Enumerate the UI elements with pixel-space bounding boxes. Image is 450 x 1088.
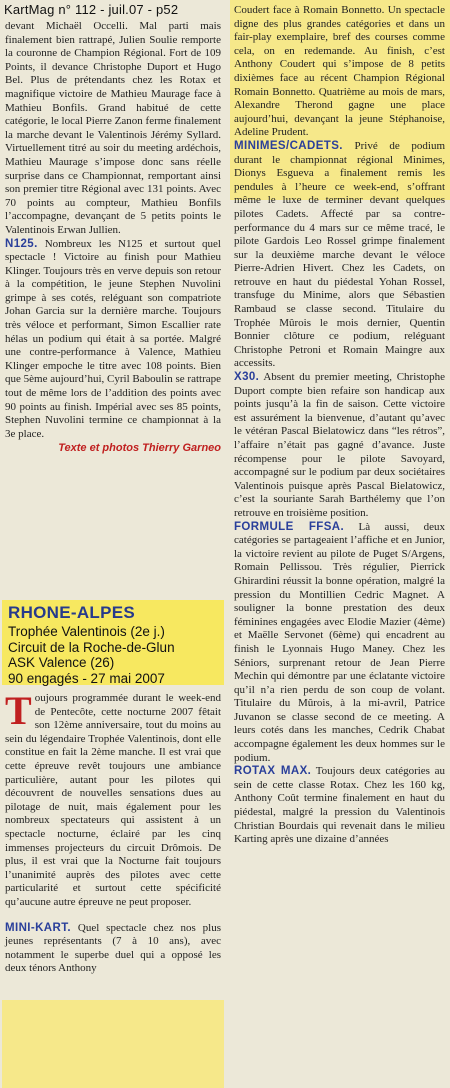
section-keyword-n125: N125. bbox=[5, 237, 38, 250]
paragraph-minimes bbox=[234, 140, 445, 371]
event-circuit: Circuit de la Roche-de-Glun bbox=[8, 639, 175, 655]
highlight-block-bottom-left bbox=[2, 1000, 224, 1088]
paragraph-text: Privé de podium durant le championnat régional Minimes, Dionys Esgueva a finalement remis les pendules à l’heure ce week-end, s’offrant même le luxe de terminer devant quelques pilotes Cadets. Affecté par sa contre-performance du 4 mars sur ce même tracé, le pilote Gardois Leo Rossel grimpe finalement sur la deuxième marche devant le véloce Pierre-Adrien Hivert. Chez les Cadets, on retrouve en haut du piédestal Yohan Rossel, transfuge du Minime, alors que Sébastien Rambaud se classe second. Titulaire du Trophée Mûrois le mois dernier, Quentin Bonnier clôture ce podium, reléguant Christophe Petroni et Romain Maingre aux accessits. bbox=[234, 139, 445, 370]
event-entries-date: 90 engagés - 27 mai 2007 bbox=[8, 670, 165, 686]
paragraph-x30 bbox=[234, 371, 445, 521]
photo-credit: Texte et photos Thierry Garneo bbox=[58, 442, 221, 455]
event-region-title: RHONE-ALPES bbox=[8, 603, 136, 622]
paragraph-formule bbox=[234, 521, 445, 766]
left-column-top bbox=[5, 20, 221, 456]
paragraph-text: Toujours deux catégories au sein de cette classe Rotax. Chez les 160 kg, Anthony Coût termine finalement en haut du piédestal, malgré la pression du Valentinois Christian Bourdais qui revenait dans le milieu Karting après une dizaine d’années bbox=[234, 765, 446, 846]
section-keyword-x30: X30. bbox=[234, 371, 260, 384]
page-header: KartMag n° 112 - juil.07 - p52 bbox=[4, 2, 179, 17]
paragraph-minikart bbox=[5, 922, 221, 976]
event-name: Trophée Valentinois (2e j.) bbox=[8, 624, 165, 639]
left-column-bottom bbox=[5, 688, 221, 976]
paragraph-n125 bbox=[5, 238, 221, 442]
section-keyword-minimes: MINIMES/CADETS. bbox=[234, 139, 343, 152]
event-info-box bbox=[2, 600, 224, 685]
paragraph: Coudert face à Romain Bonnetto. Un spectacle digne des plus grandes catégories et dans un fair-play exemplaire, bref des courses comme cela, on en redemande. Au finish, c’est Anthony Coudert qui s’impose de 8 petits dixièmes face au récent Champion Régional Romain Bonnetto. Quatrième au mois de mars, Alexandre Therond gagne une place aujourd’hui, devançant la jeune Stéphanoise, Adeline Prudent. bbox=[234, 4, 445, 139]
paragraph-text: Nombreux les N125 et surtout quel spectacle ! Victoire au finish pour Mathieu Klinger. Toujours très en verve depuis son retour à la compétition, le jeune Stephen Nuvolini grimpe à ses cotés, reléguant son compatriote Johan Garcia sur la dernière marche. Toujours très véloce et performant, Simon Escallier rate hélas un podium qui était à sa portée. Malgré une contre-performance à Valence, Mathieu Klinger empoche le titre avec 108 points. Bien que 5ème aujourd’hui, Cyril Baboulin se rattrape tout de même lors de l’addition des points avec 90 points au finish. Impérial avec ses 85 points, Stephen Nuvolini termine ce championnat à la 3e place. bbox=[5, 237, 221, 440]
paragraph-text: oujours programmée durant le week-end de Pentecôte, cette nocturne 2007 fêtait son 12ème anniversaire, tout du moins au sein du légendaire Trophée Valentinois, dont elle constitue en fait la 2ème manche. Il est vrai que cette épreuve revêt toujours une ambiance particulière, autant pour les pilotes qui découvrent de nouvelles sensations dues au pilotage de nuit, mais également pour les nombreux spectateurs qui assistent à un spectacle nocturne, éclairé par les cinq immenses projecteurs du circuit Drômois. De plus, il est vrai que la Nocturne fait toujours l’unanimité auprès des pilotes avec cette particularité et surtout cette spécificité qu’aucune autre épreuve ne peut proposer. bbox=[5, 692, 221, 908]
paragraph-text: Absent du premier meeting, Christophe Duport compte bien refaire son handicap aux points jusqu’à la fin de saison. Cette victoire est assurément la bienvenue, d’autant qu’avec le vétéran Pascal Bielatowicz dans “les rétros”, l’affaire n’était pas gagné d’avance. Juste récompense pour le pilote Savoyard, accompagné sur le podium par deux sociétaires Valentinois puisque après Pascal Bielatowicz, c’est la souriante Sarah Barthélemy que l’on retrouve en troisième position. bbox=[234, 371, 445, 519]
event-club: ASK Valence (26) bbox=[8, 655, 115, 670]
paragraph-text: Là aussi, deux catégories se partageaient l’affiche et en Junior, la victoire revient au pilote de Puget S/Argens, Romain Pellissou. Très régulier, Pierrick Ghirardini réussit la bonne opération, malgré la pression du Montillien Cedric Magnet. A souligner la bonne prestation des deux féminines engagées avec Elodie Mazier (4ème) et Maëlle Servonet (6ème) qui encadrent au finish le Lyonnais Hugo Maney. Chez les Séniors, surprenant retour de Jean Pierre Mechin qui démontre par une éclatante victoire qu’il n’a rien perdu de son coup de volant. Titulaire du Mûrois, à la mi-avril, Patrice Juvanon se classe second de ce meeting. A leurs cotés dans les manches, Cedrik Chabat accompagne également les deux hommes sur le podium. bbox=[234, 520, 445, 764]
section-keyword-rotax: ROTAX MAX. bbox=[234, 765, 312, 778]
paragraph-rotax bbox=[234, 765, 445, 847]
paragraph: devant Michaël Occelli. Mal parti mais finalement bien rattrapé, Julien Soulie remporte la couronne de Champion Régional. Fort de 109 Points, il devance Christophe Duport et Hugo Bel. Plus de prétendants chez les Rotax et magnifique victoire de Mathieu Maurage face à Mathieu Bonfils. Grand habitué de cette catégorie, le local Pierre Zanon ferme finalement la marche devant le Valentinois Jérémy Syllard. Virtuellement titré au soir du meeting ardéchois, Mathieu Maurage s’impose donc sans réelle surprise dans ce Championnat, remportant ainsi son premier titre Régional avec 131 points. Avec 70 points au compteur, Mathieu Bonfils l’accompagne, devançant de 5 petits points le Valentinois Erwan Jullien. bbox=[5, 20, 221, 236]
paragraph-intro bbox=[5, 688, 221, 910]
section-keyword-minikart: MINI-KART. bbox=[5, 921, 71, 934]
paragraph-text: Quel spectacle chez nos plus jeunes représentants (7 à 10 ans), avec notamment le superbe duel qui a opposé les deux ténors Anthony bbox=[5, 921, 221, 975]
drop-cap: T bbox=[5, 688, 32, 733]
right-column bbox=[234, 4, 445, 847]
section-keyword-formule: FORMULE FFSA. bbox=[234, 520, 345, 533]
